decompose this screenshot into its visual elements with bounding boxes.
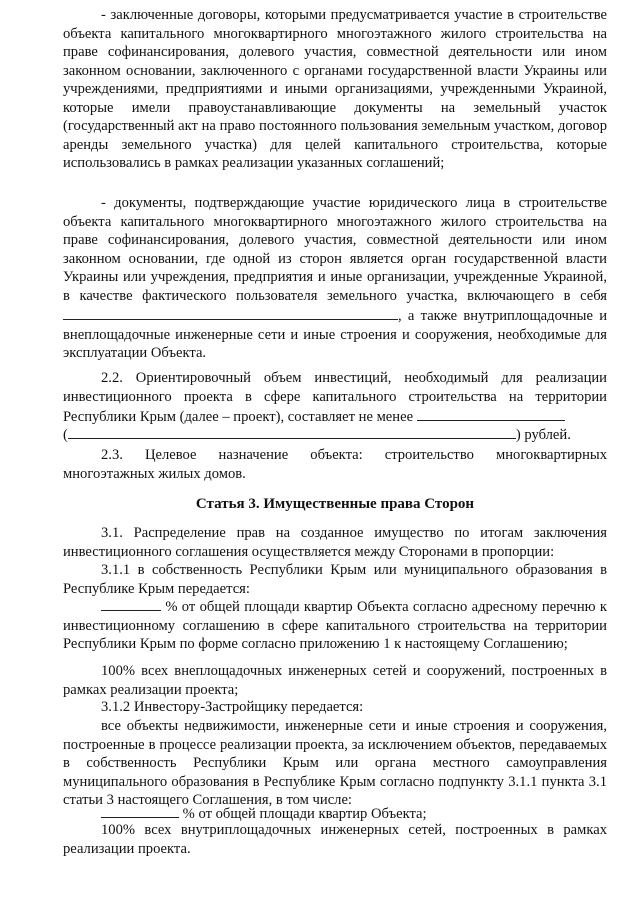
investment-words-blank (68, 424, 516, 439)
paragraph-contracts: - заключенные договоры, которыми предусматривается участие в строительстве объекта капитального многоквартирного многоэтажного жилого строительства на праве софинансирования, долевого участия, совместной деятельности или ином законном основании, заключенного с органами государственной власти Украины или учреждениями, предприятиями и иными организациями, учрежденными Украиной, которые имели правоустанавливающие документы на земельный участок (государственный акт на право постоянного пользования земельным участком, договор аренды земельного участка) для целей капитального строительства, которые использовались в рамках реализации указанных соглашений; (63, 7, 607, 171)
documents-text: - документы, подтверждающие участие юридического лица в строительстве объекта капитального многоквартирного многоэтажного жилого строительства на праве софинансирования, долевого участия, совместной деятельности или ином законном основании, где одной из сторон является орган государственной власти Украины или учреждения, предприятия и иные организации, учрежденные Украиной, в качестве фактического пользователя земельного участка, включающего в себя (63, 195, 607, 304)
paragraph-investment-volume (63, 369, 607, 427)
paragraph-apartments-share (63, 596, 607, 654)
paragraph-3-1-2: 3.1.2 Инвестору-Застройщику передается: (101, 699, 364, 715)
investment-words-line (63, 424, 607, 445)
documents-comma: , (398, 308, 402, 324)
paragraph-external-networks: 100% всех внеплощадочных инженерных сетей и сооружений, построенных в рамках реализации проекта; (63, 663, 607, 698)
apartments-share-text: % от общей площади квартир Объекта согласно адресному перечню к инвестиционному соглашению в сфере капитального строительства на территории Республики Крым по форме согласно приложению 1 к настоящему Соглашению; (63, 599, 607, 652)
paren-close-rubles: ) рублей. (515, 427, 571, 443)
article-3-heading: Статья 3. Имущественные права Сторон (195, 496, 475, 512)
share-percent-blank (101, 596, 161, 611)
investment-text: 2.2. Ориентировочный объем инвестиций, необходимый для реализации инвестиционного проекта в сфере капитального строительства на территории Республики Крым (далее – проект), составляет не менее (63, 370, 607, 425)
paragraph-3-1: 3.1. Распределение прав на созданное имущество по итогам заключения инвестиционного соглашения осуществляется между Сторонами в пропорции: (63, 525, 607, 560)
paragraph-purpose: 2.3. Целевое назначение объекта: строительство многоквартирных многоэтажных жилых домов. (63, 447, 607, 482)
paragraph-internal-networks: 100% всех внутриплощадочных инженерных сетей, построенных в рамках реализации проекта. (63, 822, 607, 857)
investor-percent-blank (101, 803, 179, 818)
investor-share-text: % от общей площади квартир Объекта; (182, 806, 427, 822)
paragraph-documents (63, 194, 607, 363)
paragraph-investor-objects: все объекты недвижимости, инженерные сети и иные строения и сооружения, построенные в процессе реализации проекта, за исключением объектов, передаваемых в собственность Республики Крым или органа местного самоуправления муниципального образования в Республике Крым согласно подпункту 3.1.1 пункта 3.1 статьи 3 настоящего Соглашения, в том числе: (63, 718, 607, 808)
land-plot-blank (63, 305, 398, 320)
paragraph-3-1-1: 3.1.1 в собственность Республики Крым или муниципального образования в Республике Крым передается: (63, 562, 607, 597)
investment-amount-blank (417, 406, 565, 421)
documents-tail: а также внутриплощадочные и внеплощадочные инженерные сети и иные строения и сооружения, необходимые для эксплуатации Объекта. (63, 308, 608, 361)
paren-open: ( (63, 427, 68, 443)
